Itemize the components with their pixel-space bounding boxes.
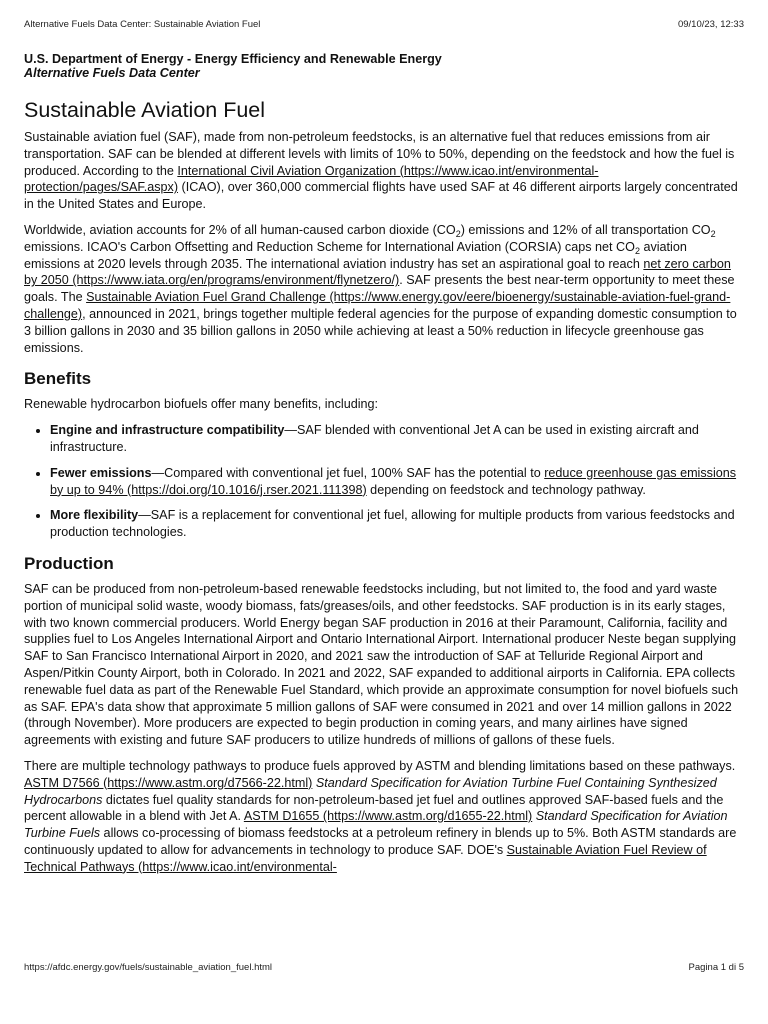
production-paragraph-2 xyxy=(24,758,746,876)
text: emissions. ICAO's Carbon Offsetting and Reduction Scheme for International Aviation (CORSIA) caps net CO xyxy=(24,239,635,254)
page-number: Pagina 1 di 5 xyxy=(688,962,744,973)
intro-paragraph-2 xyxy=(24,222,746,356)
text: (ICAO), over 360,000 commercial flights have used SAF at 46 different airports largely concentrated in the United States and Europe. xyxy=(24,180,738,212)
subscript: 2 xyxy=(710,228,716,239)
subscript: 2 xyxy=(634,245,640,256)
agency-name: U.S. Department of Energy - Energy Efficiency and Renewable Energy xyxy=(24,52,442,66)
item-title: Engine and infrastructure compatibility xyxy=(50,423,285,438)
icao-link[interactable]: International Civil Aviation Organization (https://www.icao.int/environmental-protection/pages/SAF.aspx) xyxy=(24,163,599,195)
benefits-heading: Benefits xyxy=(24,369,92,389)
production-heading: Production xyxy=(24,553,114,573)
agency-block xyxy=(24,52,442,80)
item-text: —SAF blended with conventional Jet A can be used in existing aircraft and infrastructure. xyxy=(50,423,699,454)
list-item xyxy=(50,422,746,456)
intro-paragraph-1 xyxy=(24,129,746,213)
production-paragraph-1: SAF can be produced from non-petroleum-based renewable feedstocks including, but not limited to, the food and yard waste portion of municipal solid waste, woody biomass, fats/greases/oils, and other feedstocks. SAF production is in its early stages, with two known commercial producers. World Energy began SAF production in 2016 at their Paramount, California, facility and supplies fuel to Los Angeles International Airport and Ontario International Airport. International producer Neste began supplying SAF to San Francisco International Airport in 2020, and 2021 saw the introduction of SAF at Telluride Regional Airport and Aspen/Pitkin County Airport, both in Colorado. In 2021 and 2022, SAF expanded to additional airports in California. EPA collects renewable fuel data as part of the Renewable Fuel Standard, which provide an approximate consumption for novel biofuels such as SAF. EPA's data show that approximate 5 million gallons of SAF were consumed in 2021 and over 14 million gallons in 2022 (through November). More producers are expected to begin production in coming years, and many airlines have signed agreements with existing and future SAF producers to utilize hundreds of millions of gallons of these fuels. xyxy=(24,581,739,748)
agency-center: Alternative Fuels Data Center xyxy=(24,66,200,80)
standard-title: Standard Specification for Aviation Turbine Fuel Containing Synthesized Hydrocarbons xyxy=(24,775,717,807)
standard-title: Standard Specification for Aviation Turbine Fuels xyxy=(24,809,728,841)
item-text: —SAF is a replacement for conventional jet fuel, allowing for multiple products from various feedstocks and production technologies. xyxy=(50,508,735,540)
list-item xyxy=(50,507,746,541)
text: Sustainable aviation fuel (SAF), made from non-petroleum feedstocks, is an alternative fuel that reduces emissions from air transportation. SAF can be blended at different levels with limits of 10% to 50%, depending on the feedstock and how the fuel is produced. According to the xyxy=(24,130,735,178)
print-header-datetime: 09/10/23, 12:33 xyxy=(677,19,744,30)
text: Worldwide, aviation accounts for 2% of all human-caused carbon dioxide (CO xyxy=(24,222,456,237)
print-header-title: Alternative Fuels Data Center: Sustainable Aviation Fuel xyxy=(24,19,261,30)
astm-d7566-link[interactable]: ASTM D7566 (https://www.astm.org/d7566-22.html) xyxy=(24,775,313,790)
list-item xyxy=(50,465,746,499)
text: . SAF presents the best near-term opportunity to meet these goals. The xyxy=(24,273,735,305)
net-zero-link[interactable]: net zero carbon by 2050 (https://www.iata.org/en/programs/environment/flynetzero/) xyxy=(24,256,731,288)
saf-grand-challenge-link[interactable]: Sustainable Aviation Fuel Grand Challenge (https://www.energy.gov/eere/bioenergy/sustainable-aviation-fuel-grand-challenge) xyxy=(24,290,731,321)
text: ) emissions and 12% of all transportation CO xyxy=(460,222,711,237)
item-title: More flexibility xyxy=(50,508,139,523)
item-title: Fewer emissions xyxy=(50,465,152,480)
article xyxy=(24,96,746,884)
footer-url: https://afdc.energy.gov/fuels/sustainable_aviation_fuel.html xyxy=(24,962,273,973)
technical-pathways-link[interactable]: Sustainable Aviation Fuel Review of Technical Pathways (https://www.icao.int/environmental- xyxy=(24,842,707,874)
emissions-study-link[interactable]: reduce greenhouse gas emissions by up to 94% (https://doi.org/10.1016/j.rser.2021.111398) xyxy=(50,465,737,497)
benefits-list xyxy=(24,422,746,541)
subscript: 2 xyxy=(455,228,461,239)
text: There are multiple technology pathways to produce fuels approved by ASTM and blending limitations based on these pathways. xyxy=(24,758,736,773)
text: dictates fuel quality standards for non-petroleum-based jet fuel and outlines approved SAF-based fuels and the percent allowable in a blend with Jet A. xyxy=(24,792,724,824)
text: allows co-processing of biomass feedstocks at a petroleum refinery in blends up to 5%. Both ASTM standards are continuously updated to allow for advancements in technology to produce SAF. DOE's xyxy=(24,826,737,857)
text: , announced in 2021, brings together multiple federal agencies for the purpose of expanding domestic consumption to 3 billion gallons in 2030 and 35 billion gallons in 2050 while achieving at least a 50% reduction in lifecycle greenhouse gas emissions. xyxy=(24,306,737,355)
item-text: —Compared with conventional jet fuel, 100% SAF has the potential to xyxy=(151,465,545,480)
text: aviation emissions at 2020 levels through 2035. The international aviation industry has set an aspirational goal to reach xyxy=(24,239,687,271)
benefits-intro: Renewable hydrocarbon biofuels offer many benefits, including: xyxy=(24,397,379,412)
page-title: Sustainable Aviation Fuel xyxy=(24,98,266,122)
astm-d1655-link[interactable]: ASTM D1655 (https://www.astm.org/d1655-22.html) xyxy=(243,809,533,824)
item-text: depending on feedstock and technology pathway. xyxy=(366,482,646,497)
